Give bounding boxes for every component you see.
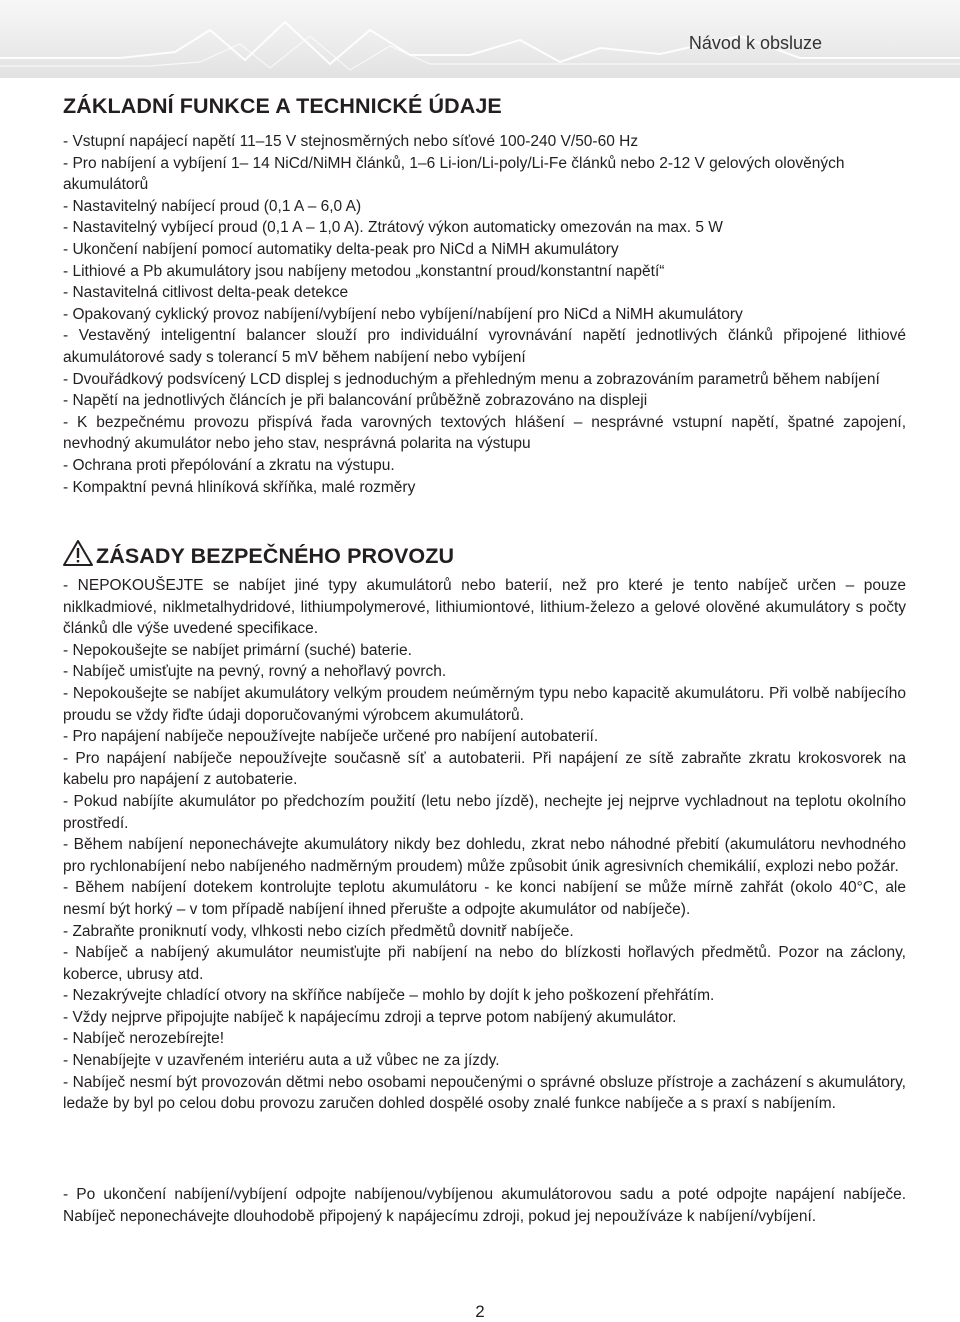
list-item: - K bezpečnému provozu přispívá řada varovných textových hlášení – nesprávné vstupní napětí, špatné zapojení, nevhodný akumulátor nebo jeho stav, nesprávná polarita na výstupu (63, 413, 906, 453)
list-item: - Kompaktní pevná hliníková skříňka, malé rozměry (63, 478, 416, 496)
section-title-basic-functions: ZÁKLADNÍ FUNKCE A TECHNICKÉ ÚDAJE (63, 94, 502, 118)
closing-note (63, 1184, 906, 1227)
list-item: - Nastavitelná citlivost delta-peak detekce (63, 284, 349, 302)
list-item: - Dvouřádkový podsvícený LCD displej s jednoduchým a přehledným menu a zobrazováním parametrů během nabíjení (63, 370, 880, 388)
list-item: - Nepokoušejte se nabíjet primární (suché) baterie. (63, 641, 412, 659)
list-item: - Lithiové a Pb akumulátory jsou nabíjeny metodou „konstantní proud/konstantní napětí“ (63, 262, 665, 280)
list-item: - NEPOKOUŠEJTE se nabíjet jiné typy akumulátorů nebo baterií, než pro které je tento nabíječ určen – pouze niklkadmiové, niklmetalhydridové, lithiumpolymerové, lithiumiontové, lithium-železo a gelové olověné akumulátory s počty článků dle výše uvedené specifikace. (63, 577, 906, 638)
list-item: - Pro napájení nabíječe nepoužívejte nabíječe určené pro nabíjení autobaterií. (63, 728, 599, 746)
list-item: - Nabíječ nesmí být provozován dětmi nebo osobami nepoučenými o správné obsluze přístroje a zacházení s akumulátory, ledaže by byl po celou dobu provozu zaručen dohled dospělé osoby znalé funkce nabíječe a s praxí s nabíjením. (63, 1073, 906, 1113)
safety-list (63, 575, 906, 1115)
list-item: - Nastavitelný nabíjecí proud (0,1 A – 6,0 A) (63, 197, 362, 215)
header-title: Návod k obsluze (688, 33, 822, 53)
list-item: - Během nabíjení neponechávejte akumulátory nikdy bez dohledu, zkrat nebo náhodné přebití (akumulátoru nevhodného pro rychlonabíjení nebo nabíjeného nadměrným proudem) může způsobit únik agresivních chemikálií, explozi nebo požár. (63, 836, 906, 875)
warning-triangle-icon (62, 539, 94, 567)
list-item: - Nabíječ nerozebírejte! (63, 1030, 225, 1048)
list-item: - Zabraňte proniknutí vody, vlhkosti nebo cizích předmětů dovnitř nabíječe. (63, 922, 574, 940)
list-item: - Pro nabíjení a vybíjení 1– 14 NiCd/NiMH článků, 1–6 Li-ion/Li-poly/Li-Fe článků nebo 2-12 V gelových olověných akumulátorů (63, 154, 845, 194)
list-item: - Pro napájení nabíječe nepoužívejte současně síť a autobaterii. Při napájení ze sítě zabraňte zkratu krokosvorek na kabelu pro napájení z autobaterie. (63, 749, 906, 789)
list-item: - Ochrana proti přepólování a zkratu na výstupu. (63, 456, 395, 474)
list-item: - Pokud nabíjíte akumulátor po předchozím použití (letu nebo jízdě), nechejte jej nejprve vychladnout na teplotu okolního prostředí. (63, 792, 906, 832)
header-band (0, 0, 960, 78)
list-item: - Nepokoušejte se nabíjet akumulátory velkým proudem neúměrným typu nebo kapacitě akumulátoru. Při volbě nabíjecího proudu se vždy řiďte údaji doporučovanými výrobcem akumulátorů. (63, 684, 906, 724)
list-item: - Vždy nejprve připojujte nabíječ k napájecímu zdroji a teprve potom nabíjený akumulátor. (63, 1008, 677, 1026)
list-item: - Vstupní napájecí napětí 11–15 V stejnosměrných nebo síťové 100-240 V/50-60 Hz (63, 133, 639, 150)
list-item: - Napětí na jednotlivých článcích je při balancování průběžně zobrazováno na displeji (63, 392, 648, 410)
list-item: - Ukončení nabíjení pomocí automatiky delta-peak pro NiCd a NiMH akumulátory (63, 240, 619, 258)
section-title-safety: ZÁSADY BEZPEČNÉHO PROVOZU (96, 544, 455, 568)
list-item: - Nenabíjejte v uzavřeném interiéru auta a už vůbec ne za jízdy. (63, 1052, 500, 1070)
feature-list (63, 131, 906, 498)
list-item: - Vestavěný inteligentní balancer slouží pro individuální vyrovnávání napětí jednotlivých článků připojené lithiové akumulátorové sady s tolerancí 5 mV během nabíjení nebo vybíjení (63, 327, 906, 366)
page-number: 2 (475, 1302, 485, 1321)
list-item: - Opakovaný cyklický provoz nabíjení/vybíjení nebo vybíjení/nabíjení pro NiCd a NiMH akumulátory (63, 305, 743, 323)
list-item: - Nabíječ umisťujte na pevný, rovný a nehořlavý povrch. (63, 663, 447, 681)
list-item: - Během nabíjení dotekem kontrolujte teplotu akumulátoru - ke konci nabíjení se může mírně zahřát (okolo 40°C, ale nesmí být horký – v tom případě nabíjení ihned přerušte a odpojte akumulátor od nabíječe). (63, 879, 906, 918)
list-item: - Nabíječ a nabíjený akumulátor neumisťujte při nabíjení na nebo do blízkosti hořlavých předmětů. Pozor na záclony, koberce, ubrusy atd. (63, 944, 906, 983)
list-item: - Nezakrývejte chladící otvory na skříňce nabíječe – mohlo by dojít k jeho poškození přehřátím. (63, 987, 715, 1005)
list-item: - Nastavitelný vybíjecí proud (0,1 A – 1,0 A). Ztrátový výkon automaticky omezován na max. 5 W (63, 219, 723, 237)
note-paragraph: - Po ukončení nabíjení/vybíjení odpojte nabíjenou/vybíjenou akumulátorovou sadu a poté odpojte napájení nabíječe. Nabíječ neponechávejte dlouhodobě připojený k napájecímu zdroji, pokud jej nepoužíváze k nabíjení/vybíjení. (63, 1186, 906, 1225)
